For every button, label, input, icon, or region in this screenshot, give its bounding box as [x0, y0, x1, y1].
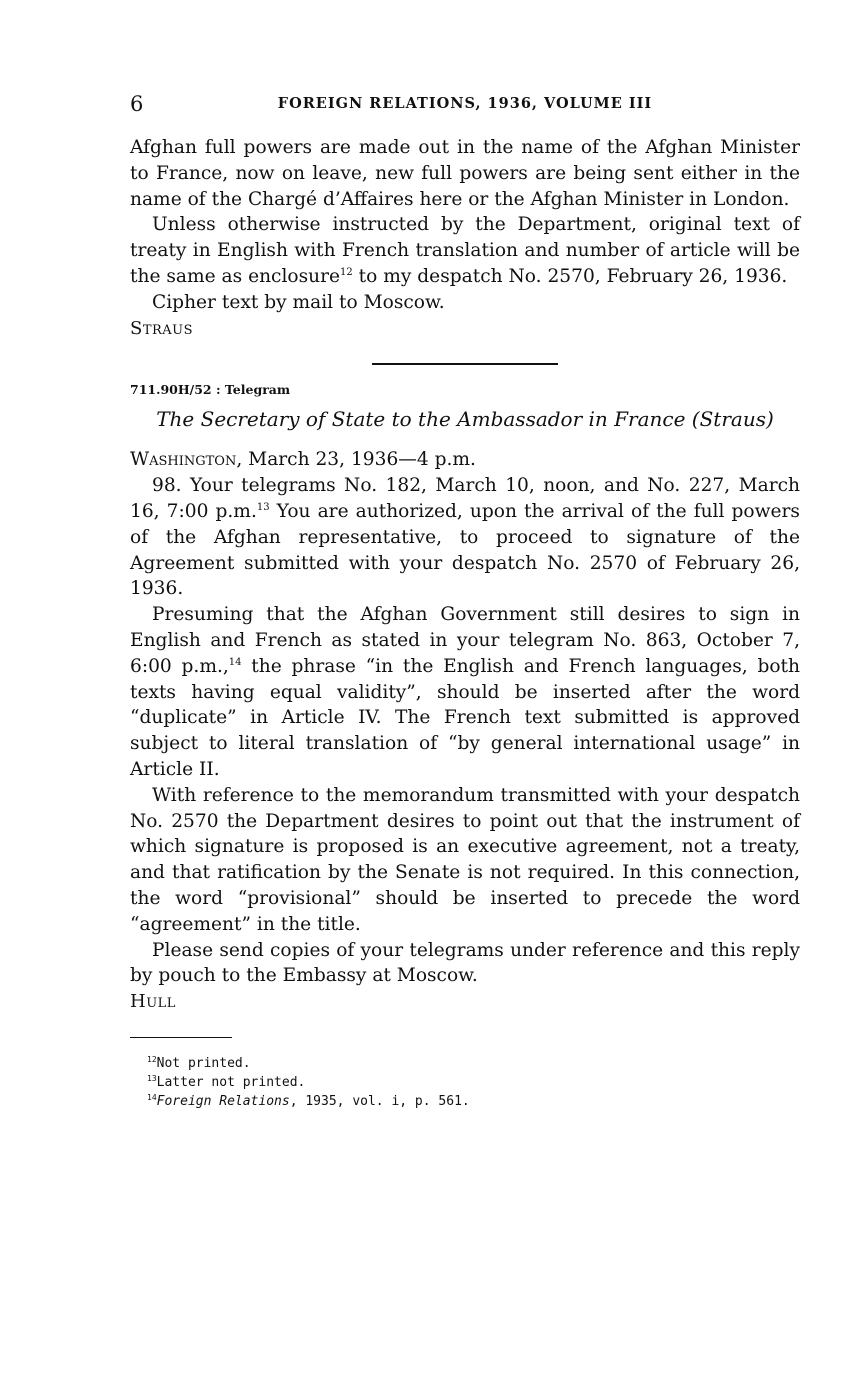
text-segment: Unless otherwise instructed by the Department, original text of treaty in English with French translation and number of article will be the same as enclosure: [130, 214, 800, 287]
title-text: The Secretary of State to the Ambassador in France (: [156, 407, 700, 432]
dateline: [130, 447, 800, 473]
running-head: FOREIGN RELATIONS, 1936, VOLUME III: [277, 95, 653, 112]
footnote-mark: 14: [147, 1092, 157, 1102]
signature-hull: Hull: [130, 991, 176, 1013]
continuation-paragraph-2: [130, 212, 800, 289]
text-segment: the phrase “in the English and French languages, both texts having equal validity”, should be inserted after the word “duplicate” in Article IV. The French text submitted is approved subject to literal translation of “by general international usage” in Article II.: [130, 655, 800, 780]
footnotes: [130, 1052, 800, 1109]
footnote-ref-14: 14: [228, 656, 242, 668]
text-segment: You are authorized, upon the arrival of the full powers of the Afghan representative, to proceed to signature of the Agreement submitted with your despatch No. 2570 of February 26, 1936.: [130, 500, 800, 600]
page-header: [130, 92, 800, 116]
footnote-mark: 13: [147, 1073, 157, 1083]
continuation-paragraph-3: Cipher text by mail to Moscow.: [152, 291, 445, 313]
text-segment: 98. Your telegrams No. 182, March 10, noon, and No. 227, March 16, 7:00 p.m.: [130, 475, 800, 522]
footnote-ref-12: 12: [340, 266, 353, 278]
dateline-place: Washington: [130, 449, 237, 471]
page-body: [130, 135, 800, 1109]
continuation-paragraph-1: Afghan full powers are made out in the name of the Afghan Minister to France, now on leave, new full powers are being sent either in the name of the Chargé d’Affaires here or the Afghan Minister in London.: [130, 137, 800, 210]
footnote-12: [147, 1052, 800, 1071]
footnote-italic-text: Foreign Relations: [156, 1093, 290, 1109]
footnote-mark: 12: [147, 1054, 157, 1064]
telegram-paragraph-2: [130, 602, 800, 783]
footnote-ref-13: 13: [256, 501, 270, 513]
footnote-text: Latter not printed.: [156, 1074, 306, 1090]
title-name: Straus: [699, 407, 766, 432]
telegram-paragraph-1: [130, 473, 800, 602]
footnote-divider: [130, 1037, 232, 1038]
dateline-date: , March 23, 1936—4 p.m.: [236, 449, 476, 471]
document-title: [130, 405, 800, 433]
text-segment: Presuming that the Afghan Government still desires to sign in English and French as stated in your telegram No. 863, October 7, 6:00 p.m.,: [130, 604, 800, 677]
footnote-14: [147, 1090, 800, 1109]
title-close: ): [765, 407, 774, 432]
footnote-text: , 1935, vol. i, p. 561.: [289, 1093, 470, 1109]
file-code: 711.90H/52 : Telegram: [130, 382, 291, 398]
page-number: 6: [130, 92, 144, 116]
telegram-paragraph-3: With reference to the memorandum transmitted with your despatch No. 2570 the Department desires to point out that the instrument of which signature is proposed is an executive agreement, not a treaty, and that ratification by the Senate is not required. In this connection, the word “provisional” should be inserted to precede the word “agreement” in the title.: [130, 784, 800, 935]
telegram-paragraph-4: Please send copies of your telegrams under reference and this reply by pouch to the Embassy at Moscow.: [130, 939, 800, 987]
text-segment: to my despatch No. 2570, February 26, 1936.: [352, 265, 788, 287]
signature-straus: Straus: [130, 317, 194, 339]
footnote-text: Not printed.: [156, 1055, 251, 1071]
section-divider: [372, 363, 558, 365]
footnote-13: [147, 1071, 800, 1090]
